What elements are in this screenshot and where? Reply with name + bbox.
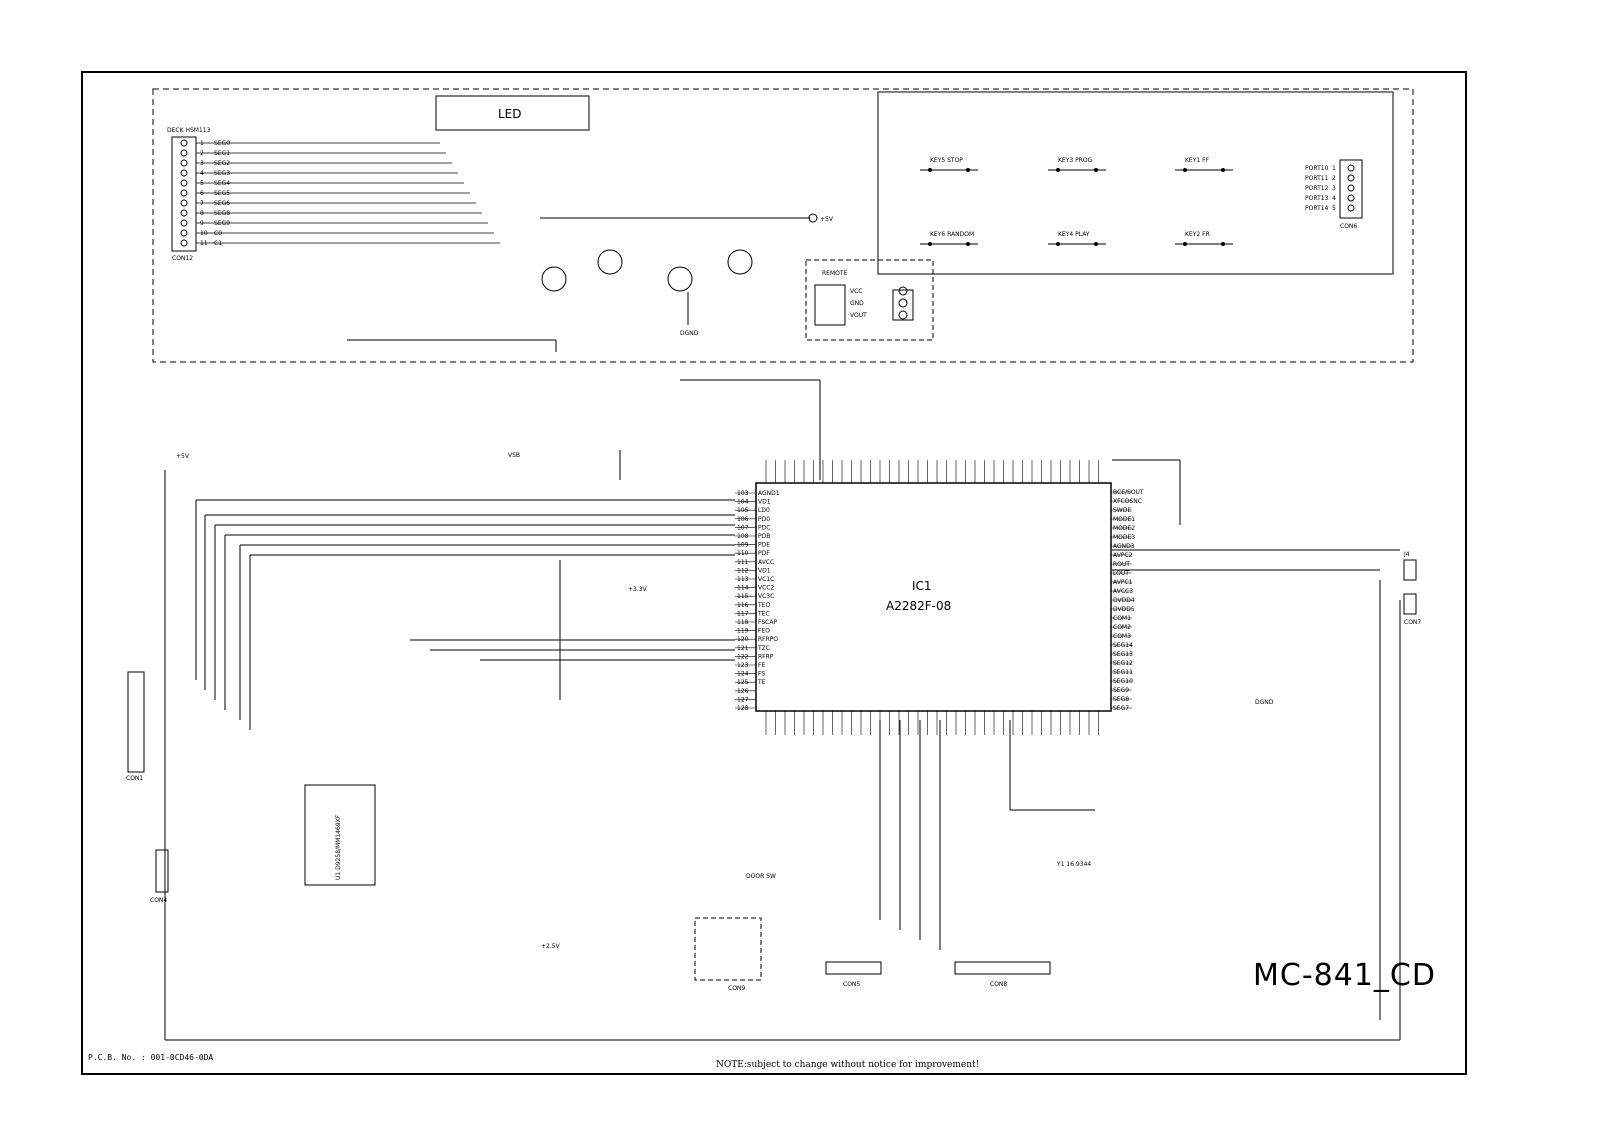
led-display-label: LED — [498, 107, 522, 121]
ic1-right-pin-label: LOUT — [1113, 570, 1129, 577]
ic1-left-pin-label: PDE — [758, 541, 771, 549]
ic1-right-pin-label: SEG10 — [1113, 678, 1133, 685]
key-label: KEY2 FR — [1185, 231, 1210, 238]
ic1-left-pin-number: 117 — [737, 610, 749, 618]
ic1-right-pin-label: SWDE — [1113, 507, 1132, 514]
net-vsb: VSB — [508, 452, 521, 459]
ic1-left-pin-label: LD0 — [758, 507, 770, 515]
key-contact — [1221, 168, 1225, 172]
key-port-label: PORT12 — [1305, 185, 1329, 192]
ic1-left-pin-number: 106 — [737, 515, 749, 523]
ic1-left-pin-number: 121 — [737, 644, 749, 652]
ic1-left-pin-label: PDB — [758, 533, 771, 540]
ic1-left-pin-label: TEO — [758, 601, 771, 609]
led-panel-boundary — [153, 89, 1413, 362]
ic1-right-pin-label: SEG13 — [1113, 651, 1133, 658]
con12-net-label: SEG5 — [214, 190, 231, 197]
ic1-left-pin-label: FE — [758, 662, 766, 669]
ic1-part: A2282F-08 — [886, 599, 952, 613]
con6-pin — [1348, 165, 1354, 171]
ic1-left-pin-number: 104 — [737, 498, 749, 506]
con12-net-label: SEG8 — [214, 210, 231, 217]
ic1-right-pin-label: MODE3 — [1113, 534, 1136, 541]
key-label: KEY1 FF — [1185, 157, 1210, 164]
ic1-right-pin-label: MODE1 — [1113, 516, 1136, 523]
key-contact — [1094, 242, 1098, 246]
ic1-left-pin-number: 123 — [737, 662, 749, 669]
ic1-right-pin-label: COM1 — [1113, 615, 1131, 622]
con12-pin — [181, 220, 187, 226]
key-port-label: PORT13 — [1305, 195, 1329, 202]
ic1-left-pin-label: FSCAP — [758, 619, 778, 626]
key-panel — [878, 92, 1393, 274]
ic1-left-pin-number: 109 — [737, 541, 749, 549]
ic1-right-pin-label: DVDD4 — [1113, 597, 1135, 604]
pcb-number: P.C.B. No. : 001-0CD46-0DA — [88, 1053, 214, 1062]
net-dgnd: DGND — [1255, 699, 1274, 706]
con4-connector — [156, 850, 168, 892]
remote-header-pin — [899, 299, 907, 307]
ic1-right-pin-label: SEG12 — [1113, 660, 1133, 667]
key-contact — [1056, 168, 1060, 172]
con12-net-label: C1 — [214, 240, 223, 247]
ic1-left-pin-label: PDF — [758, 550, 770, 558]
con5-connector — [826, 962, 881, 974]
key-label: KEY6 RANDOM — [930, 231, 975, 238]
ic1-right-pin-label: DVDD5 — [1113, 606, 1135, 613]
key-port-pin: 1 — [1332, 165, 1336, 172]
j4-label: J4 — [1404, 551, 1410, 558]
con12-pin-number: 6 — [200, 190, 204, 197]
ic1-left-pin-number: 127 — [737, 696, 749, 704]
ic1-right-pin-label: XFCOSNC — [1113, 498, 1142, 505]
ic1-body — [756, 483, 1111, 711]
con6-connector — [1340, 160, 1362, 218]
ic1-left-pin-label: AGND1 — [758, 490, 780, 497]
con12-pin-number: 11 — [200, 240, 208, 247]
ic1-right-pin-label: SEG14 — [1113, 642, 1133, 649]
con6-pin — [1348, 185, 1354, 191]
ic1-left-pin-label: VD1 — [758, 567, 771, 575]
con8-connector — [955, 962, 1050, 974]
ic1-right-pin-label: COM2 — [1113, 624, 1131, 631]
net-5v-left: +5V — [176, 453, 189, 460]
con6-pin — [1348, 205, 1354, 211]
ic1-right-pin-label: BCE/SOUT — [1113, 489, 1144, 496]
transistor-q10 — [668, 267, 692, 291]
con8-label: CON8 — [990, 981, 1008, 988]
con12-pin-number: 4 — [200, 170, 204, 177]
note-text: NOTE:subject to change without notice for improvement! — [716, 1060, 980, 1070]
key-contact — [966, 168, 970, 172]
transistor-q8 — [542, 267, 566, 291]
con12-pin-number: 5 — [200, 180, 204, 187]
con12-net-label: SEG9 — [214, 220, 231, 227]
remote-pin-label: VOUT — [850, 312, 867, 319]
ic1-left-pin-number: 113 — [737, 576, 749, 583]
con5-label: CON5 — [843, 981, 861, 988]
ic1 — [735, 460, 1144, 735]
con12-connector — [172, 137, 196, 251]
key-contact — [1183, 168, 1187, 172]
con12-pin-number: 8 — [200, 210, 204, 217]
net-25v: +2.5V — [541, 943, 560, 950]
key-port-label: PORT10 — [1305, 165, 1329, 172]
ic1-right-pin-label: ROUT — [1113, 561, 1130, 568]
key-contact — [1094, 168, 1098, 172]
key-contact — [1221, 242, 1225, 246]
ic1-left-pin-number: 105 — [737, 507, 749, 515]
key-port-pin: 3 — [1332, 185, 1336, 192]
con12-pin-number: 1 — [200, 140, 204, 147]
con12-pin — [181, 210, 187, 216]
key-contact — [1056, 242, 1060, 246]
crystal-label: Y1 16.9344 — [1057, 861, 1092, 868]
con12-pin — [181, 230, 187, 236]
j4-connector — [1404, 560, 1416, 580]
ir-receiver — [815, 285, 845, 325]
con12-pin — [181, 140, 187, 146]
con12-title: DECK HSM113 — [167, 127, 211, 134]
ic1-right-pin-label: SEG8 — [1113, 696, 1130, 703]
con4-label: CON4 — [150, 897, 168, 904]
con12-net-label: SEG1 — [214, 150, 231, 157]
remote-module — [806, 260, 933, 340]
remote-pin-label: VCC — [850, 288, 863, 295]
key-port-pin: 4 — [1332, 195, 1336, 202]
ic1-left-pin-label: RFRP — [758, 653, 774, 661]
con12-pin-number: 9 — [200, 220, 204, 227]
ic1-left-pin-number: 110 — [737, 550, 749, 558]
ic1-left-pin-label: VC3C — [758, 593, 775, 601]
ic1-left-pin-number: 114 — [737, 584, 749, 592]
ic1-right-pin-label: SEG7 — [1113, 705, 1130, 712]
con12-pin — [181, 170, 187, 176]
ic1-left-pin-number: 118 — [737, 619, 749, 626]
ic1-left-pin-number: 112 — [737, 567, 749, 575]
ic1-left-pin-label: VD1 — [758, 498, 771, 506]
ic1-right-pin-label: AVPC1 — [1113, 579, 1133, 586]
con9-box — [695, 918, 761, 980]
con6-pin — [1348, 175, 1354, 181]
con12-pin — [181, 180, 187, 186]
ic1-left-pin-label: FEO — [758, 627, 770, 635]
ic1-left-pin-number: 108 — [737, 533, 749, 540]
drawing-title: MC-841_CD — [1253, 958, 1436, 993]
con12-pin — [181, 240, 187, 246]
con12-net-label: C0 — [214, 230, 223, 237]
con7-connector — [1404, 594, 1416, 614]
con1-label: CON1 — [126, 775, 144, 782]
ic1-left-pin-number: 107 — [737, 524, 749, 532]
ic1-left-pin-number: 128 — [737, 705, 749, 712]
u1-label: U1 D9258/MM1469XF — [335, 814, 342, 880]
key-contact — [966, 242, 970, 246]
sheet-border — [82, 72, 1466, 1074]
con12-pin — [181, 190, 187, 196]
ic1-left-pin-number: 116 — [737, 601, 749, 609]
con7-label: CON7 — [1404, 619, 1422, 626]
ic1-left-pin-number: 122 — [737, 653, 749, 661]
con1-connector — [128, 672, 144, 772]
remote-header-pin — [899, 311, 907, 319]
key-contact — [928, 242, 932, 246]
led-panel — [153, 89, 1413, 362]
con12-pin — [181, 160, 187, 166]
key-label: KEY5 STOP — [930, 157, 963, 164]
ic1-left-pin-number: 124 — [737, 670, 749, 678]
remote-pin-label: GND — [850, 300, 864, 307]
key-port-pin: 2 — [1332, 175, 1336, 182]
ic1-right-pin-label: SEG9 — [1113, 687, 1130, 694]
con12-net-label: SEG4 — [214, 180, 231, 187]
led-ground: DGND — [680, 330, 699, 337]
wiring — [165, 380, 1400, 1040]
con12-pin-number: 2 — [200, 150, 204, 157]
ic1-left-pin-label: TZC — [758, 644, 770, 652]
key-label: KEY3 PROG — [1058, 157, 1093, 164]
con9-label: CON9 — [728, 985, 746, 992]
transistor-q9 — [598, 250, 622, 274]
key-contact — [1183, 242, 1187, 246]
con12-pin — [181, 200, 187, 206]
ic1-left-pin-number: 126 — [737, 687, 749, 695]
con12-pin — [181, 150, 187, 156]
key-panel-boundary — [878, 92, 1393, 274]
remote-header-pin — [899, 287, 907, 295]
con6-label: CON6 — [1340, 223, 1358, 230]
ic1-left-pin-number: 125 — [737, 679, 749, 687]
con12-net-label: SEG3 — [214, 170, 231, 177]
con12-label: CON12 — [172, 255, 194, 262]
ic1-left-pin-number: 120 — [737, 636, 749, 644]
con12-pin-number: 3 — [200, 160, 204, 167]
ic1-left-pin-label: PDC — [758, 524, 771, 532]
con12-pin-number: 10 — [200, 230, 208, 237]
key-port-label: PORT11 — [1305, 175, 1329, 182]
key-contact — [928, 168, 932, 172]
ic1-left-pin-number: 103 — [737, 490, 749, 497]
ic1-left-pin-label: VCC2 — [758, 584, 775, 592]
con12-net-label: SEG6 — [214, 200, 231, 207]
ic1-left-pin-label: PD0 — [758, 515, 771, 523]
con12-net-label: SEG2 — [214, 160, 231, 167]
ic1-left-pin-number: 111 — [737, 558, 749, 566]
ic1-right-pin-label: AVPC2 — [1113, 552, 1133, 559]
key-label: KEY4 PLAY — [1058, 231, 1090, 238]
ic1-ref: IC1 — [912, 579, 932, 593]
key-port-label: PORT14 — [1305, 205, 1329, 212]
ic1-right-pin-label: COM3 — [1113, 633, 1131, 640]
ic1-right-pin-label: AGND3 — [1113, 543, 1135, 550]
ic1-right-pin-label: MODE2 — [1113, 525, 1136, 532]
ic1-left-pin-label: RFRPO — [758, 636, 779, 644]
ic1-right-pin-label: AVCC3 — [1113, 588, 1134, 595]
ic1-left-pin-label: FS — [758, 670, 766, 678]
ic1-left-pin-number: 115 — [737, 593, 749, 601]
ic1-left-pin-label: AVCC — [758, 558, 775, 566]
remote-title: REMOTE — [822, 270, 848, 277]
led-supply: +5V — [820, 216, 833, 223]
key-port-pin: 5 — [1332, 205, 1336, 212]
con12-pin-number: 7 — [200, 200, 204, 207]
ic1-left-pin-number: 119 — [737, 627, 749, 635]
door-switch-label: DOOR SW — [746, 873, 776, 880]
ic1-left-pin-label: TE — [758, 679, 766, 687]
con6-pin — [1348, 195, 1354, 201]
ic1-left-pin-label: VC1C — [758, 576, 775, 583]
transistor-q11 — [728, 250, 752, 274]
ic1-right-pin-label: SEG11 — [1113, 669, 1133, 676]
ic1-left-pin-label: TEC — [758, 610, 770, 618]
con12-net-label: SEG0 — [214, 140, 231, 147]
net-33v: +3.3V — [628, 586, 647, 593]
